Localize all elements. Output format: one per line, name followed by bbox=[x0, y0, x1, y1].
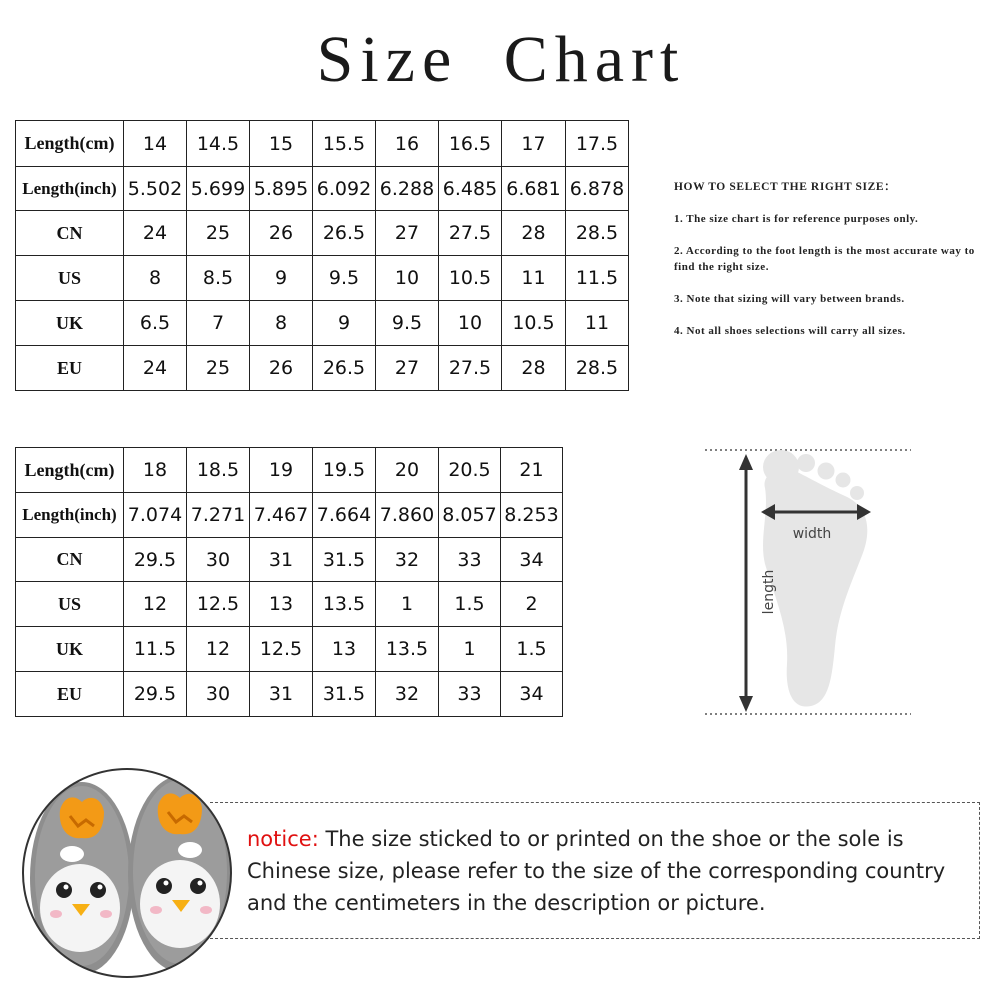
table-cell: 19.5 bbox=[313, 448, 376, 493]
table-cell: 9.5 bbox=[376, 301, 439, 346]
table-cell: 28 bbox=[502, 211, 566, 256]
table-cell: 29.5 bbox=[124, 672, 187, 717]
table-cell: 13 bbox=[250, 582, 313, 627]
table-cell: 28 bbox=[502, 346, 566, 391]
row-header: EU bbox=[16, 672, 124, 717]
size-table-2 bbox=[15, 447, 563, 717]
tips-heading: HOW TO SELECT THE RIGHT SIZE： bbox=[674, 181, 897, 193]
table-cell: 16.5 bbox=[439, 121, 502, 167]
table-cell: 6.681 bbox=[502, 167, 566, 211]
table-cell: 12.5 bbox=[250, 627, 313, 672]
table-cell: 21 bbox=[501, 448, 563, 493]
table-cell: 25 bbox=[187, 211, 250, 256]
row-header: US bbox=[16, 582, 124, 627]
table-cell: 8 bbox=[124, 256, 187, 301]
notice-body: The size sticked to or printed on the shoe or the sole is Chinese size, please refer to the size of the corresponding country and the centimeters in the description or picture. bbox=[247, 827, 946, 915]
table-cell: 10.5 bbox=[439, 256, 502, 301]
notice-text bbox=[247, 823, 977, 919]
table-cell: 13.5 bbox=[376, 627, 439, 672]
table-cell: 9 bbox=[250, 256, 313, 301]
table-cell: 15.5 bbox=[313, 121, 376, 167]
table-cell: 7.271 bbox=[187, 493, 250, 538]
table-cell: 8.057 bbox=[439, 493, 501, 538]
table-row bbox=[16, 167, 629, 211]
table-cell: 13.5 bbox=[313, 582, 376, 627]
table-cell: 11 bbox=[566, 301, 629, 346]
table-cell: 7.860 bbox=[376, 493, 439, 538]
table-cell: 26 bbox=[250, 346, 313, 391]
table-cell: 20.5 bbox=[439, 448, 501, 493]
table-cell: 7.074 bbox=[124, 493, 187, 538]
table-cell: 12 bbox=[124, 582, 187, 627]
table-cell: 18 bbox=[124, 448, 187, 493]
row-header: US bbox=[16, 256, 124, 301]
table-cell: 27 bbox=[376, 346, 439, 391]
table-cell: 19 bbox=[250, 448, 313, 493]
table-cell: 26.5 bbox=[313, 211, 376, 256]
table-cell: 10 bbox=[376, 256, 439, 301]
row-header: Length(cm) bbox=[16, 121, 124, 167]
table-row bbox=[16, 627, 563, 672]
table-cell: 17 bbox=[502, 121, 566, 167]
table-cell: 28.5 bbox=[566, 211, 629, 256]
table-cell: 8.253 bbox=[501, 493, 563, 538]
row-header: CN bbox=[16, 211, 124, 256]
notice-label: notice: bbox=[247, 827, 319, 851]
table-cell: 17.5 bbox=[566, 121, 629, 167]
table-cell: 25 bbox=[187, 346, 250, 391]
table-row bbox=[16, 301, 629, 346]
table-cell: 31 bbox=[250, 672, 313, 717]
size-table-1 bbox=[15, 120, 629, 391]
table-cell: 5.502 bbox=[124, 167, 187, 211]
table-cell: 27.5 bbox=[439, 346, 502, 391]
table-cell: 10 bbox=[439, 301, 502, 346]
table-cell: 11.5 bbox=[124, 627, 187, 672]
table-row bbox=[16, 346, 629, 391]
row-header: UK bbox=[16, 301, 124, 346]
table-cell: 20 bbox=[376, 448, 439, 493]
left-slipper bbox=[30, 782, 134, 974]
table-cell: 11.5 bbox=[566, 256, 629, 301]
row-header: EU bbox=[16, 346, 124, 391]
table-cell: 1 bbox=[439, 627, 501, 672]
table-cell: 30 bbox=[187, 672, 250, 717]
table-row bbox=[16, 672, 563, 717]
table-row bbox=[16, 256, 629, 301]
table-cell: 16 bbox=[376, 121, 439, 167]
table-cell: 18.5 bbox=[187, 448, 250, 493]
table-cell: 26 bbox=[250, 211, 313, 256]
tip-item: 4. Not all shoes selections will carry all sizes. bbox=[674, 325, 906, 337]
table-cell: 6.485 bbox=[439, 167, 502, 211]
table-cell: 10.5 bbox=[502, 301, 566, 346]
table-cell: 15 bbox=[250, 121, 313, 167]
table-cell: 2 bbox=[501, 582, 563, 627]
table-cell: 6.5 bbox=[124, 301, 187, 346]
table-cell: 11 bbox=[502, 256, 566, 301]
penguin-slipper-photo bbox=[20, 766, 234, 980]
table-cell: 24 bbox=[124, 211, 187, 256]
table-cell: 31.5 bbox=[313, 672, 376, 717]
table-cell: 33 bbox=[439, 538, 501, 582]
table-cell: 14.5 bbox=[187, 121, 250, 167]
table-cell: 12 bbox=[187, 627, 250, 672]
page-title: Size Chart bbox=[316, 23, 686, 96]
table-cell: 14 bbox=[124, 121, 187, 167]
table-cell: 8.5 bbox=[187, 256, 250, 301]
table-cell: 6.092 bbox=[313, 167, 376, 211]
table-row bbox=[16, 582, 563, 627]
table-cell: 29.5 bbox=[124, 538, 187, 582]
length-arrow-head-bottom bbox=[739, 696, 753, 712]
table-cell: 27 bbox=[376, 211, 439, 256]
row-header: Length(inch) bbox=[16, 167, 124, 211]
table-cell: 5.699 bbox=[187, 167, 250, 211]
table-cell: 28.5 bbox=[566, 346, 629, 391]
table-cell: 7.664 bbox=[313, 493, 376, 538]
table-row bbox=[16, 448, 563, 493]
foot-measurement-diagram bbox=[703, 440, 913, 730]
right-slipper bbox=[128, 776, 232, 972]
table-row bbox=[16, 211, 629, 256]
table-cell: 1.5 bbox=[501, 627, 563, 672]
row-header: UK bbox=[16, 627, 124, 672]
table-cell: 6.878 bbox=[566, 167, 629, 211]
table-cell: 9 bbox=[313, 301, 376, 346]
table-cell: 24 bbox=[124, 346, 187, 391]
table-cell: 1 bbox=[376, 582, 439, 627]
table-cell: 13 bbox=[313, 627, 376, 672]
table-cell: 7.467 bbox=[250, 493, 313, 538]
table-row bbox=[16, 493, 563, 538]
footprint-icon bbox=[763, 450, 867, 707]
tip-item: 1. The size chart is for reference purposes only. bbox=[674, 213, 919, 225]
table-cell: 31 bbox=[250, 538, 313, 582]
row-header: Length(inch) bbox=[16, 493, 124, 538]
table-cell: 1.5 bbox=[439, 582, 501, 627]
table-cell: 12.5 bbox=[187, 582, 250, 627]
table-cell: 5.895 bbox=[250, 167, 313, 211]
table-row bbox=[16, 538, 563, 582]
table-cell: 7 bbox=[187, 301, 250, 346]
row-header: Length(cm) bbox=[16, 448, 124, 493]
table-cell: 26.5 bbox=[313, 346, 376, 391]
size-selection-tips bbox=[674, 178, 994, 355]
length-label: length bbox=[761, 569, 777, 615]
table-cell: 33 bbox=[439, 672, 501, 717]
tip-item: 3. Note that sizing will vary between brands. bbox=[674, 293, 905, 305]
table-cell: 9.5 bbox=[313, 256, 376, 301]
table-cell: 32 bbox=[376, 672, 439, 717]
table-cell: 34 bbox=[501, 538, 563, 582]
table-cell: 8 bbox=[250, 301, 313, 346]
table-cell: 6.288 bbox=[376, 167, 439, 211]
table-cell: 32 bbox=[376, 538, 439, 582]
table-cell: 34 bbox=[501, 672, 563, 717]
length-arrow-head-top bbox=[739, 454, 753, 470]
table-row bbox=[16, 121, 629, 167]
row-header: CN bbox=[16, 538, 124, 582]
tip-item: 2. According to the foot length is the most accurate way to find the right size. bbox=[674, 245, 975, 273]
table-cell: 31.5 bbox=[313, 538, 376, 582]
table-cell: 30 bbox=[187, 538, 250, 582]
table-cell: 27.5 bbox=[439, 211, 502, 256]
width-label: width bbox=[792, 526, 832, 542]
